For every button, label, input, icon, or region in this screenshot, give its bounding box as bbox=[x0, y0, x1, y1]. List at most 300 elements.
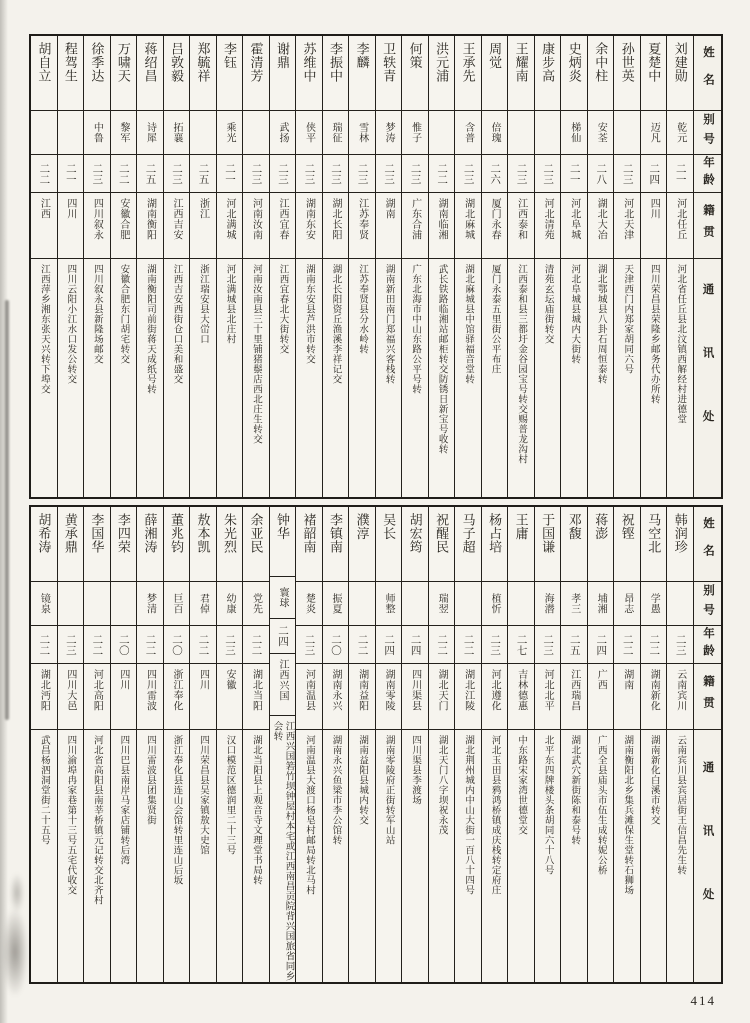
scan-streak-artifact bbox=[5, 300, 9, 720]
origin-cell: 湖南衡阳 bbox=[137, 192, 163, 258]
origin-cell: 河北满城 bbox=[217, 192, 243, 258]
origin-cell: 湖北沔阳 bbox=[31, 663, 57, 729]
origin-cell: 云南宾川 bbox=[667, 663, 693, 729]
scan-smudge-artifact bbox=[10, 873, 24, 913]
age-cell: 二二 bbox=[243, 625, 269, 663]
age-cell: 二三 bbox=[84, 154, 110, 192]
age-cell: 二三 bbox=[667, 625, 693, 663]
alias-cell: 梯仙 bbox=[561, 110, 587, 154]
person-column bbox=[189, 36, 216, 497]
address-cell: 江西萍乡湘东张天兴转下埠交 bbox=[31, 258, 57, 497]
name-cell: 李国华 bbox=[89, 513, 105, 554]
alias-cell: 倍瑰 bbox=[482, 110, 508, 154]
origin-cell: 安徽合肥 bbox=[111, 192, 137, 258]
person-column bbox=[216, 507, 243, 982]
name-cell: 董兆钧 bbox=[168, 513, 184, 554]
name-cell: 吕敦毅 bbox=[168, 42, 184, 83]
origin-cell: 四川渠县 bbox=[402, 663, 428, 729]
origin-cell: 湖北大冶 bbox=[588, 192, 614, 258]
person-column bbox=[401, 507, 428, 982]
header-column bbox=[693, 507, 721, 982]
address-cell: 江西泰和县三都圩金谷园宝号转交赐普龙沟村 bbox=[508, 258, 534, 497]
header-address: 通讯处 bbox=[694, 729, 721, 982]
origin-cell: 江西瑞昌 bbox=[561, 663, 587, 729]
alias-cell: 拓襄 bbox=[164, 110, 190, 154]
name-cell: 何策 bbox=[407, 42, 423, 69]
age-cell: 二八 bbox=[588, 154, 614, 192]
person-column bbox=[587, 507, 614, 982]
name-cell: 王耀南 bbox=[513, 42, 529, 83]
age-cell: 二三 bbox=[217, 625, 243, 663]
alias-cell bbox=[535, 110, 561, 154]
age-cell: 二三 bbox=[58, 625, 84, 663]
alias-cell bbox=[190, 110, 216, 154]
address-cell: 湖北鄂城县八卦石周恒泰转 bbox=[588, 258, 614, 497]
person-column bbox=[216, 36, 243, 497]
address-cell: 四川渠县李渡场 bbox=[402, 729, 428, 982]
alias-cell: 巨百 bbox=[164, 581, 190, 625]
address-cell: 四川荣昌县吴家镇敖大史馆 bbox=[190, 729, 216, 982]
header-age: 年龄 bbox=[694, 154, 721, 192]
alias-cell: 幼康 bbox=[217, 581, 243, 625]
person-column bbox=[640, 36, 667, 497]
address-cell: 江西吉安西街仓口美和盛交 bbox=[164, 258, 190, 497]
alias-cell: 海潜 bbox=[535, 581, 561, 625]
person-column bbox=[322, 507, 349, 982]
address-cell: 安徽合肥东门胡宅转交 bbox=[111, 258, 137, 497]
header-alias: 别号 bbox=[694, 110, 721, 154]
directory-table-top bbox=[29, 34, 723, 499]
alias-cell: 孝三 bbox=[561, 581, 587, 625]
person-column bbox=[640, 507, 667, 982]
name-cell: 谢鼎 bbox=[275, 42, 291, 69]
age-cell: 二五 bbox=[190, 154, 216, 192]
person-column bbox=[375, 36, 402, 497]
alias-cell bbox=[58, 110, 84, 154]
name-cell: 夏楚中 bbox=[646, 42, 662, 83]
name-cell: 朱光烈 bbox=[221, 513, 237, 554]
person-column bbox=[31, 507, 57, 982]
name-cell: 李镇南 bbox=[328, 513, 344, 554]
origin-cell: 湖南东安 bbox=[296, 192, 322, 258]
person-column bbox=[31, 36, 57, 497]
age-cell: 二四 bbox=[641, 154, 667, 192]
name-cell: 马空北 bbox=[646, 513, 662, 554]
name-cell: 史炳炎 bbox=[566, 42, 582, 83]
address-cell: 湖南益阳县城内转交 bbox=[349, 729, 375, 982]
name-cell: 霍清芳 bbox=[248, 42, 264, 83]
age-cell: 二三 bbox=[508, 154, 534, 192]
address-cell: 湖南衡阳司前街蒋天成纸号转 bbox=[137, 258, 163, 497]
name-cell: 万啸天 bbox=[115, 42, 131, 83]
address-cell: 北平东四牌楼头条胡同六十八号 bbox=[535, 729, 561, 982]
address-cell: 河南温县大渡口杨皂村邮局转北马村 bbox=[296, 729, 322, 982]
origin-cell: 四川 bbox=[190, 663, 216, 729]
origin-cell: 江西兴国 bbox=[270, 653, 296, 715]
origin-cell: 湖北当阳 bbox=[243, 663, 269, 729]
age-cell: 二二 bbox=[31, 154, 57, 192]
origin-cell: 四川雷波 bbox=[137, 663, 163, 729]
age-cell: 二五 bbox=[561, 625, 587, 663]
person-column bbox=[587, 36, 614, 497]
age-cell: 二二 bbox=[137, 625, 163, 663]
alias-cell: 安荃 bbox=[588, 110, 614, 154]
alias-cell: 雪林 bbox=[349, 110, 375, 154]
person-column bbox=[242, 36, 269, 497]
person-column bbox=[507, 36, 534, 497]
alias-cell bbox=[349, 581, 375, 625]
origin-cell: 江苏奉贤 bbox=[349, 192, 375, 258]
address-cell: 河北省任丘县北汶镇西解经村进德堂 bbox=[667, 258, 693, 497]
alias-cell: 乘光 bbox=[217, 110, 243, 154]
age-cell: 二二 bbox=[111, 154, 137, 192]
address-cell: 武长铁路临湘站邮柜转交防锈日新宝号收转 bbox=[429, 258, 455, 497]
person-column bbox=[534, 36, 561, 497]
origin-cell: 江西吉安 bbox=[164, 192, 190, 258]
age-cell: 二四 bbox=[270, 618, 296, 654]
person-column bbox=[348, 36, 375, 497]
origin-cell: 湖北麻城 bbox=[455, 192, 481, 258]
header-name: 姓名 bbox=[702, 45, 714, 101]
origin-cell: 湖南 bbox=[614, 663, 640, 729]
origin-cell: 浙江奉化 bbox=[164, 663, 190, 729]
age-cell: 二二 bbox=[429, 625, 455, 663]
address-cell: 湖北长阳资丘渔溪李祥记交 bbox=[323, 258, 349, 497]
header-origin: 籍贯 bbox=[694, 663, 721, 729]
name-cell: 余中柱 bbox=[593, 42, 609, 83]
alias-cell: 楚炎 bbox=[296, 581, 322, 625]
origin-cell: 河北高阳 bbox=[84, 663, 110, 729]
age-cell: 二四 bbox=[588, 625, 614, 663]
alias-cell bbox=[667, 581, 693, 625]
name-cell: 濮淳 bbox=[354, 513, 370, 540]
alias-cell bbox=[402, 581, 428, 625]
person-column bbox=[322, 36, 349, 497]
name-cell: 李振中 bbox=[328, 42, 344, 83]
origin-cell: 厦门永春 bbox=[482, 192, 508, 258]
age-cell: 二二 bbox=[455, 625, 481, 663]
person-column bbox=[666, 507, 693, 982]
name-cell: 吴长 bbox=[381, 513, 397, 540]
alias-cell: 乾元 bbox=[667, 110, 693, 154]
address-cell: 四川渝埠冉家巷第十三号五宅代收交 bbox=[58, 729, 84, 982]
origin-cell: 河北遵化 bbox=[482, 663, 508, 729]
alias-cell bbox=[31, 110, 57, 154]
person-column bbox=[295, 36, 322, 497]
address-cell: 河北玉田县鸦鸿桥镇成庆栈转定府庄 bbox=[482, 729, 508, 982]
origin-cell: 河北任丘 bbox=[667, 192, 693, 258]
header-name: 姓名 bbox=[702, 516, 714, 572]
age-cell: 二三 bbox=[243, 154, 269, 192]
age-cell: 二〇 bbox=[111, 625, 137, 663]
age-cell: 二三 bbox=[482, 625, 508, 663]
alias-cell: 师整 bbox=[376, 581, 402, 625]
name-cell: 于国谦 bbox=[540, 513, 556, 554]
alias-cell: 梦清 bbox=[137, 581, 163, 625]
alias-cell: 寰球 bbox=[270, 576, 296, 617]
header-column bbox=[693, 36, 721, 497]
name-cell: 李钰 bbox=[221, 42, 237, 69]
alias-cell: 迈凡 bbox=[641, 110, 667, 154]
origin-cell: 湖南零陵 bbox=[376, 663, 402, 729]
address-cell: 云南宾川县宾居街王信昌先生转 bbox=[667, 729, 693, 982]
address-cell: 湖南永兴鱼梁市李公馆转 bbox=[323, 729, 349, 982]
origin-cell: 广西 bbox=[588, 663, 614, 729]
alias-cell: 武扬 bbox=[270, 110, 296, 154]
name-cell: 康步高 bbox=[540, 42, 556, 83]
address-cell: 广东北海市中山东路公平号转 bbox=[402, 258, 428, 497]
person-column bbox=[481, 36, 508, 497]
age-cell: 二三 bbox=[614, 154, 640, 192]
alias-cell bbox=[508, 581, 534, 625]
origin-cell: 吉林德惠 bbox=[508, 663, 534, 729]
alias-cell: 振夏 bbox=[323, 581, 349, 625]
alias-cell: 植忻 bbox=[482, 581, 508, 625]
address-cell: 厦门永泰五里街公平布庄 bbox=[482, 258, 508, 497]
alias-cell bbox=[84, 581, 110, 625]
age-cell: 二二 bbox=[190, 625, 216, 663]
person-column bbox=[136, 507, 163, 982]
alias-cell bbox=[614, 110, 640, 154]
address-cell: 江西兴国箬竹坝钟屋村本宅或江西南昌贡院背兴国旅省同乡会转 bbox=[270, 715, 296, 982]
person-column bbox=[136, 36, 163, 497]
alias-cell: 惟子 bbox=[402, 110, 428, 154]
name-cell: 洪元浦 bbox=[434, 42, 450, 83]
address-cell: 河南汝南县三十里铺猪鬃店西北庄生转交 bbox=[243, 258, 269, 497]
name-cell: 敖本凯 bbox=[195, 513, 211, 554]
age-cell: 二三 bbox=[402, 154, 428, 192]
address-cell: 武昌杨泗洞堂街二十五号 bbox=[31, 729, 57, 982]
page-number: 414 bbox=[690, 993, 716, 1008]
name-cell: 郑毓祥 bbox=[195, 42, 211, 83]
name-cell: 马子超 bbox=[460, 513, 476, 554]
person-column bbox=[666, 36, 693, 497]
name-cell: 刘建勋 bbox=[672, 42, 688, 83]
name-cell: 蒋绍昌 bbox=[142, 42, 158, 83]
address-cell: 清苑玄坛庙街转交 bbox=[535, 258, 561, 497]
address-cell: 四川荣昌县荣隆乡邮务代办所转 bbox=[641, 258, 667, 497]
address-cell: 湖南新田南门郑福兴客栈转 bbox=[376, 258, 402, 497]
alias-cell: 含普 bbox=[455, 110, 481, 154]
header-age: 年龄 bbox=[694, 625, 721, 663]
header-address: 通讯处 bbox=[694, 258, 721, 497]
address-cell: 四川叙永县新隆场邮交 bbox=[84, 258, 110, 497]
alias-cell: 诗犀 bbox=[137, 110, 163, 154]
age-cell: 二一 bbox=[561, 154, 587, 192]
origin-cell: 湖北天门 bbox=[429, 663, 455, 729]
person-column bbox=[375, 507, 402, 982]
address-cell: 天津西门内郑家胡同六号 bbox=[614, 258, 640, 497]
address-cell: 湖南新化白溪市转交 bbox=[641, 729, 667, 982]
alias-cell: 君倬 bbox=[190, 581, 216, 625]
person-column bbox=[454, 507, 481, 982]
age-cell: 二一 bbox=[667, 154, 693, 192]
alias-cell: 黎军 bbox=[111, 110, 137, 154]
address-cell: 河北省高阳县南莘桥镇元记转交北齐村 bbox=[84, 729, 110, 982]
name-cell: 祝醒民 bbox=[434, 513, 450, 554]
age-cell: 二三 bbox=[376, 154, 402, 192]
person-column bbox=[428, 507, 455, 982]
origin-cell: 河北阜城 bbox=[561, 192, 587, 258]
origin-cell: 河南温县 bbox=[296, 663, 322, 729]
origin-cell: 河北清苑 bbox=[535, 192, 561, 258]
address-cell: 江苏奉贤县分水岭转 bbox=[349, 258, 375, 497]
name-cell: 韩润珍 bbox=[672, 513, 688, 554]
person-column bbox=[269, 507, 296, 982]
origin-cell: 江西宜春 bbox=[270, 192, 296, 258]
name-cell: 徐季达 bbox=[89, 42, 105, 83]
age-cell: 二二 bbox=[429, 154, 455, 192]
name-cell: 胡自立 bbox=[36, 42, 52, 83]
alias-cell: 梦涛 bbox=[376, 110, 402, 154]
address-cell: 浙江奉化县连山会馆转里连山后坂 bbox=[164, 729, 190, 982]
name-cell: 祝铿 bbox=[619, 513, 635, 540]
name-cell: 邓馥 bbox=[566, 513, 582, 540]
alias-cell: 中鲁 bbox=[84, 110, 110, 154]
alias-cell: 昂志 bbox=[614, 581, 640, 625]
address-cell: 四川巴县南岸马家店铺转后湾 bbox=[111, 729, 137, 982]
alias-cell: 党先 bbox=[243, 581, 269, 625]
origin-cell: 湖北长阳 bbox=[323, 192, 349, 258]
address-cell: 湖北当阳县上观音寺文理堂书局转 bbox=[243, 729, 269, 982]
name-cell: 黄承鼎 bbox=[62, 513, 78, 554]
age-cell: 二〇 bbox=[323, 625, 349, 663]
age-cell: 二三 bbox=[296, 154, 322, 192]
address-cell: 湖南东安县芦洪市转交 bbox=[296, 258, 322, 497]
address-cell: 浙江瑞安县大峃口 bbox=[190, 258, 216, 497]
age-cell: 二二 bbox=[614, 625, 640, 663]
address-cell: 湖北武穴新街陈和泰号转 bbox=[561, 729, 587, 982]
address-cell: 湖北荆州城内中山大街一百八十四号 bbox=[455, 729, 481, 982]
age-cell: 二三 bbox=[296, 625, 322, 663]
age-cell: 二二 bbox=[349, 625, 375, 663]
name-cell: 王庸 bbox=[513, 513, 529, 540]
origin-cell: 四川叙永 bbox=[84, 192, 110, 258]
name-cell: 孙世英 bbox=[619, 42, 635, 83]
age-cell: 二三 bbox=[535, 625, 561, 663]
alias-cell bbox=[455, 581, 481, 625]
person-column bbox=[163, 507, 190, 982]
origin-cell: 湖南永兴 bbox=[323, 663, 349, 729]
age-cell: 二四 bbox=[376, 625, 402, 663]
origin-cell: 河北天津 bbox=[614, 192, 640, 258]
person-column bbox=[189, 507, 216, 982]
person-column bbox=[401, 36, 428, 497]
name-cell: 胡希涛 bbox=[36, 513, 52, 554]
origin-cell: 江西 bbox=[31, 192, 57, 258]
age-cell: 二四 bbox=[402, 625, 428, 663]
person-column bbox=[560, 507, 587, 982]
address-cell: 湖北麻城县中馆驿福音堂转 bbox=[455, 258, 481, 497]
origin-cell: 广东合浦 bbox=[402, 192, 428, 258]
header-origin: 籍贯 bbox=[694, 192, 721, 258]
address-cell: 湖南衡阳北乡集兵滩保生堂转石狮场 bbox=[614, 729, 640, 982]
origin-cell: 河南汝南 bbox=[243, 192, 269, 258]
person-column bbox=[613, 36, 640, 497]
name-cell: 杨占培 bbox=[487, 513, 503, 554]
alias-cell: 侠平 bbox=[296, 110, 322, 154]
alias-cell bbox=[429, 110, 455, 154]
origin-cell: 四川 bbox=[641, 192, 667, 258]
age-cell: 二二 bbox=[31, 625, 57, 663]
person-column bbox=[481, 507, 508, 982]
address-cell: 湖北天门八字坝祝永茂 bbox=[429, 729, 455, 982]
address-cell: 河北满城县北庄村 bbox=[217, 258, 243, 497]
alias-cell bbox=[111, 581, 137, 625]
name-cell: 李四荣 bbox=[115, 513, 131, 554]
address-cell: 中东路宋家湾世德堂交 bbox=[508, 729, 534, 982]
name-cell: 余亚民 bbox=[248, 513, 264, 554]
age-cell: 二一 bbox=[217, 154, 243, 192]
person-column bbox=[83, 36, 110, 497]
age-cell: 二五 bbox=[137, 154, 163, 192]
header-alias: 别号 bbox=[694, 581, 721, 625]
name-cell: 苏维中 bbox=[301, 42, 317, 83]
person-column bbox=[242, 507, 269, 982]
age-cell: 二〇 bbox=[164, 625, 190, 663]
person-column bbox=[110, 36, 137, 497]
scan-smudge-artifact bbox=[2, 907, 28, 997]
address-cell: 河北阜城县城内大街转 bbox=[561, 258, 587, 497]
name-cell: 褚韶南 bbox=[301, 513, 317, 554]
address-cell: 四川雷波县团集贤街 bbox=[137, 729, 163, 982]
person-column bbox=[428, 36, 455, 497]
name-cell: 程驾生 bbox=[62, 42, 78, 83]
person-column bbox=[348, 507, 375, 982]
age-cell: 二二 bbox=[641, 625, 667, 663]
origin-cell: 安徽 bbox=[217, 663, 243, 729]
name-cell: 胡宏筠 bbox=[407, 513, 423, 554]
person-column bbox=[560, 36, 587, 497]
person-column bbox=[163, 36, 190, 497]
age-cell: 二三 bbox=[270, 154, 296, 192]
origin-cell: 湖南新化 bbox=[641, 663, 667, 729]
address-cell: 湖南零陵府正街转军山站 bbox=[376, 729, 402, 982]
name-cell: 卫轶青 bbox=[381, 42, 397, 83]
alias-cell: 学愚 bbox=[641, 581, 667, 625]
age-cell: 二六 bbox=[482, 154, 508, 192]
origin-cell: 湖北江陵 bbox=[455, 663, 481, 729]
origin-cell: 四川大邑 bbox=[58, 663, 84, 729]
age-cell: 二三 bbox=[455, 154, 481, 192]
age-cell: 二三 bbox=[164, 154, 190, 192]
person-column bbox=[507, 507, 534, 982]
origin-cell: 四川 bbox=[111, 663, 137, 729]
alias-cell bbox=[243, 110, 269, 154]
person-column bbox=[269, 36, 296, 497]
alias-cell bbox=[58, 581, 84, 625]
name-cell: 王承先 bbox=[460, 42, 476, 83]
alias-cell bbox=[508, 110, 534, 154]
directory-table-bottom bbox=[29, 505, 723, 984]
address-cell: 汉口模范区德润里二十三号 bbox=[217, 729, 243, 982]
name-cell: 薛湘涛 bbox=[142, 513, 158, 554]
person-column bbox=[295, 507, 322, 982]
person-column bbox=[57, 36, 84, 497]
person-column bbox=[57, 507, 84, 982]
origin-cell: 湖南 bbox=[376, 192, 402, 258]
name-cell: 周觉 bbox=[487, 42, 503, 69]
alias-cell: 瑞征 bbox=[323, 110, 349, 154]
origin-cell: 河北北平 bbox=[535, 663, 561, 729]
age-cell: 二七 bbox=[508, 625, 534, 663]
person-column bbox=[534, 507, 561, 982]
age-cell: 二三 bbox=[349, 154, 375, 192]
address-cell: 四川云阳小江水口发公转交 bbox=[58, 258, 84, 497]
origin-cell: 江西泰和 bbox=[508, 192, 534, 258]
age-cell: 二三 bbox=[323, 154, 349, 192]
alias-cell: 瑞翌 bbox=[429, 581, 455, 625]
